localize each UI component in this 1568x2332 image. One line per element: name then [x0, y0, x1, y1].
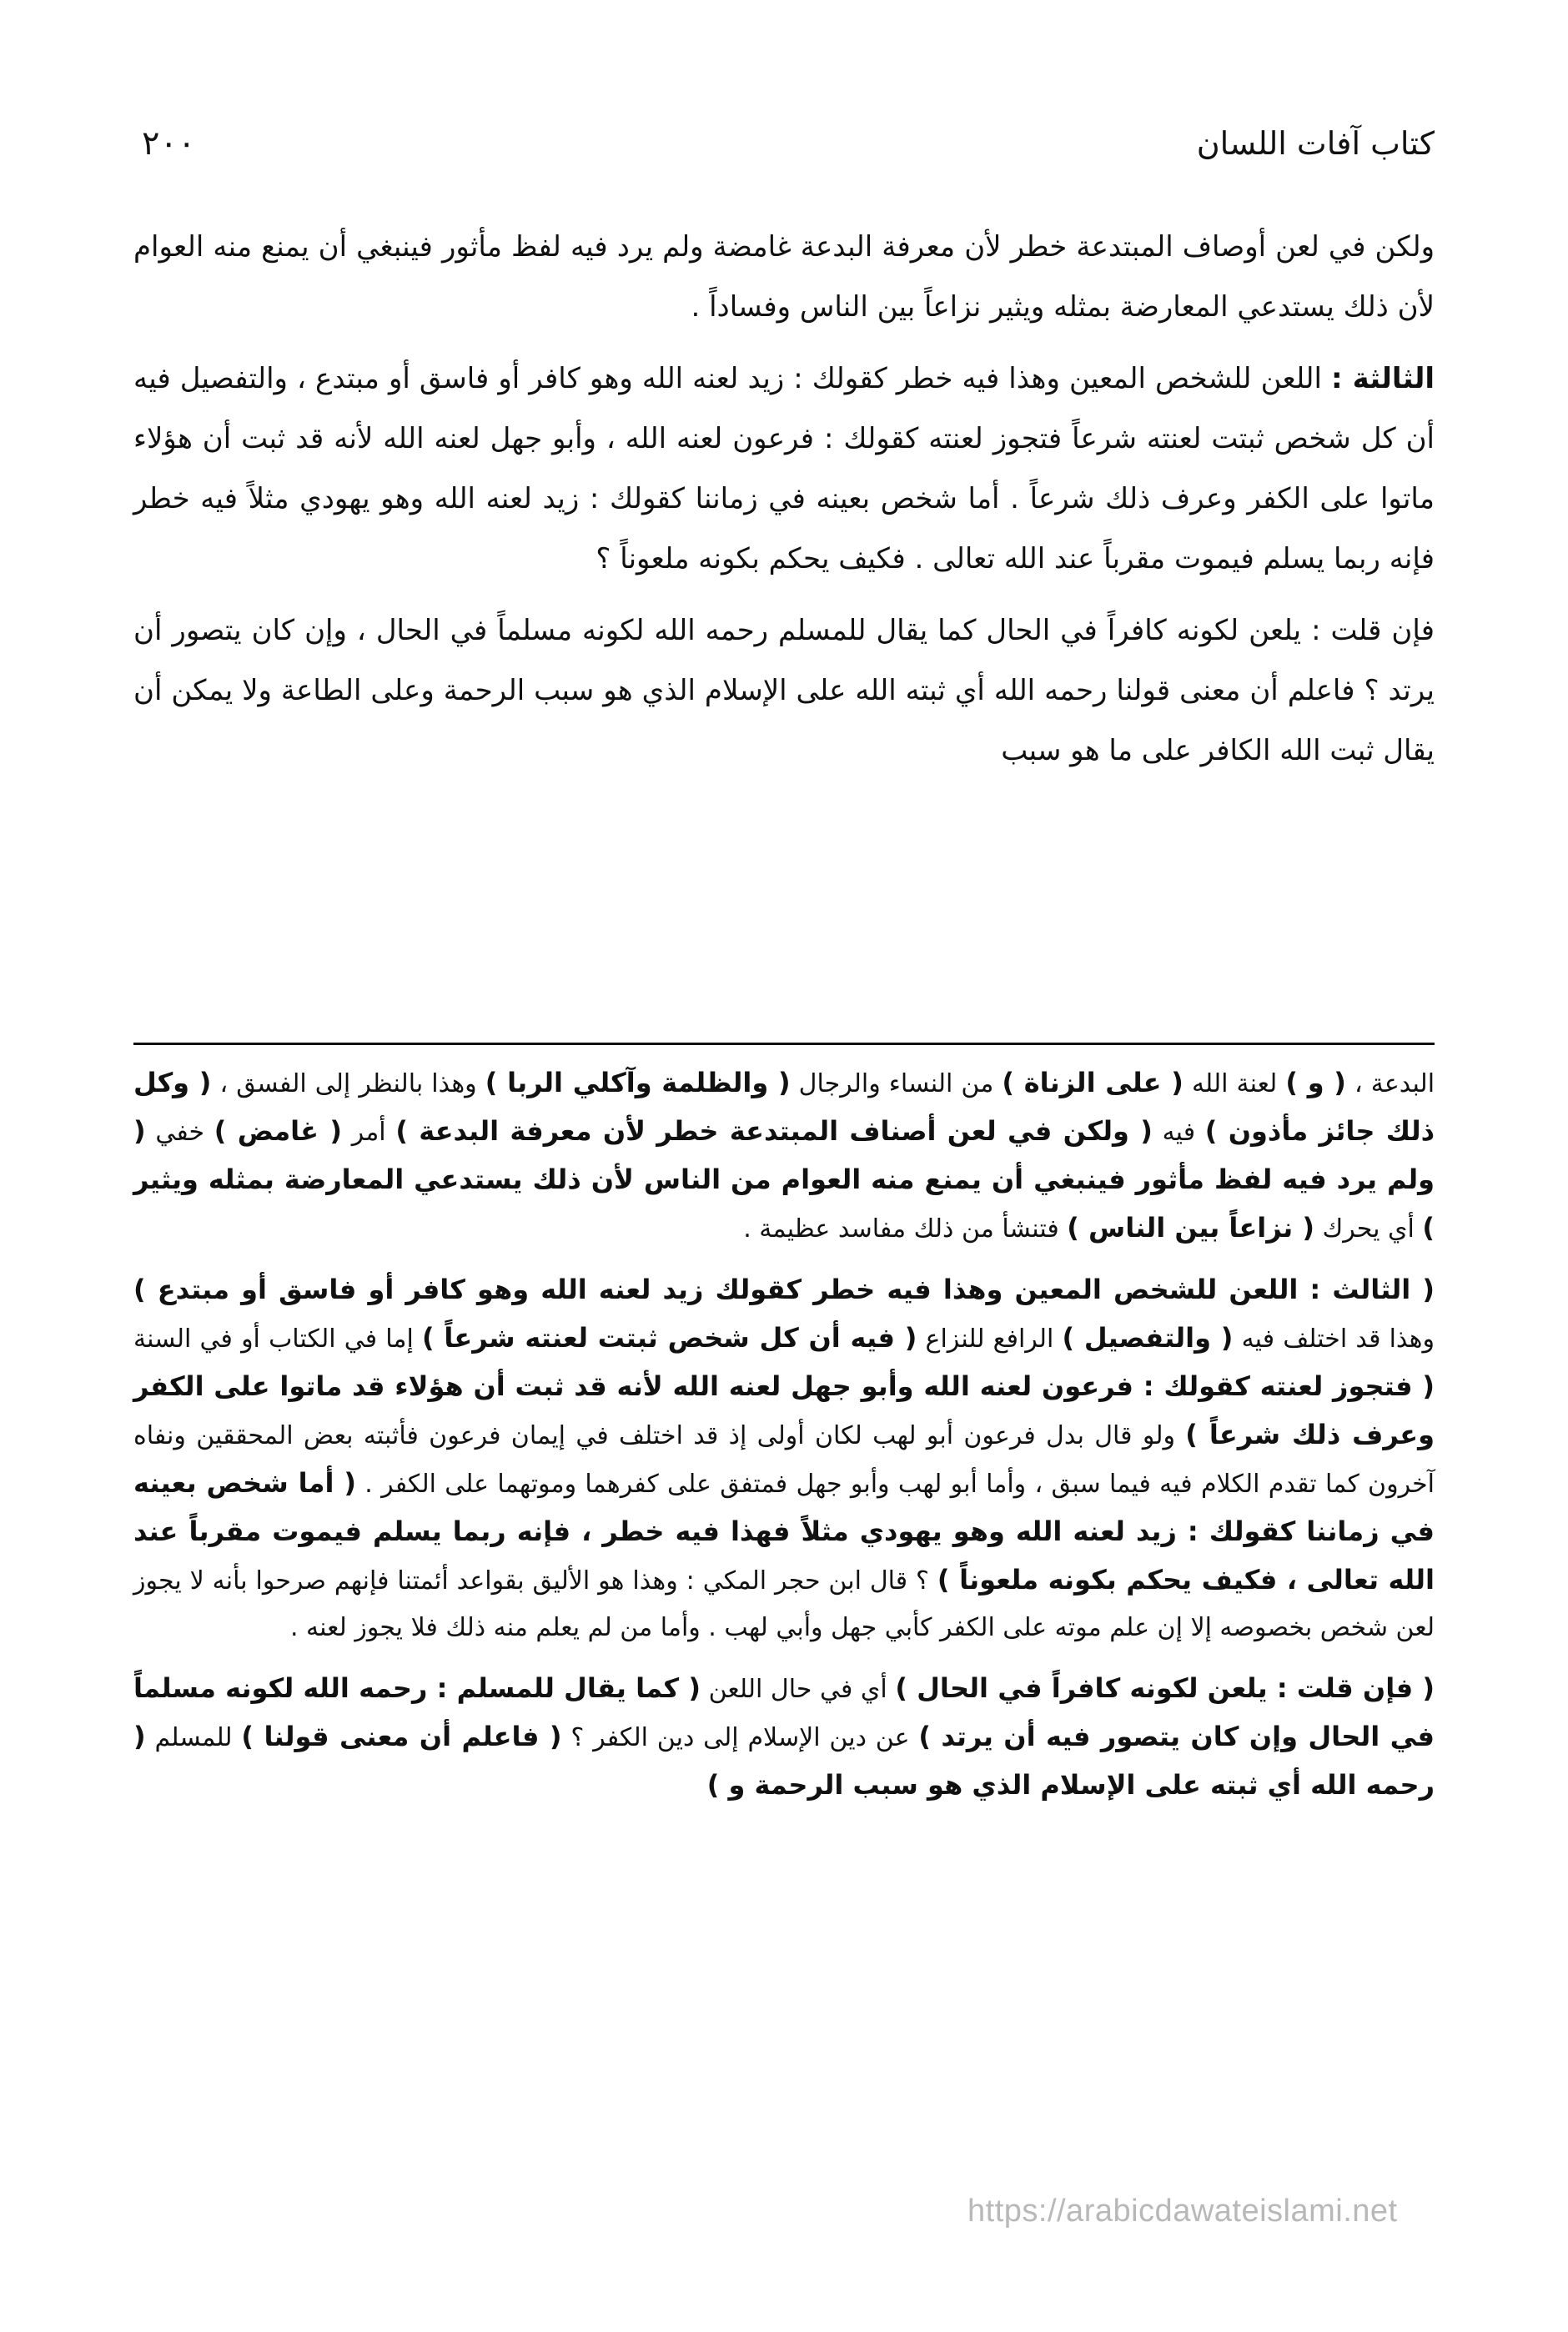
quoted-matn: ( والتفصيل ) [1062, 1322, 1234, 1354]
quoted-matn: ( كما يقال للمسلم : رحمه الله لكونه مسلماً في الحال وإن كان يتصور فيه أن يرتد ) [133, 1672, 1435, 1752]
main-paragraph-1: ولكن في لعن أوصاف المبتدعة خطر لأن معرفة البدعة غامضة ولم يرد فيه لفظ مأثور فينبغي أن يمنع منه العوام لأن ذلك يستدعي المعارضة بمثله ويثير نزاعاً بين الناس وفساداً . [133, 230, 1435, 324]
commentary-text: من النساء والرجال [790, 1069, 1003, 1098]
quoted-matn: ( فاعلم أن معنى قولنا ) [241, 1721, 562, 1752]
commentary-text: عن دين الإسلام إلى دين الكفر ؟ [561, 1723, 919, 1752]
main-paragraph-2 [133, 349, 1435, 589]
running-title: كتاب آفات اللسان [1196, 125, 1435, 162]
main-paragraph-2-body: اللعن للشخص المعين وهذا فيه خطر كقولك : زيد لعنه الله وهو كافر أو فاسق أو مبتدع ، والتفصيل فيه أن كل شخص ثبتت لعنته شرعاً فتجوز لعنته كقولك : فرعون لعنه الله ، وأبو جهل لعنه الله لأنه قد ثبت أن هؤلاء ماتوا على الكفر وعرف ذلك شرعاً . أما شخص بعينه في زماننا كقولك : زيد لعنه الله وهو يهودي مثلاً فيه خطر فإنه ربما يسلم فيموت مقرباً عند الله تعالى . فكيف يحكم بكونه ملعوناً ؟ [133, 362, 1435, 575]
commentary-paragraph-3 [133, 1665, 1435, 1810]
commentary-text: للمسلم [145, 1723, 242, 1752]
quoted-matn: ( رحمه الله أي ثبته على الإسلام الذي هو سبب الرحمة و ) [133, 1721, 1435, 1801]
commentary-text: إما في الكتاب أو في السنة [133, 1324, 422, 1354]
commentary-text: فتنشأ من ذلك مفاسد عظيمة . [743, 1214, 1068, 1244]
quoted-matn: ( ولم يرد فيه لفظ مأثور فينبغي أن يمنع منه العوام من الناس لأن ذلك يستدعي المعارضة بمثله ويثير ) [133, 1115, 1435, 1244]
quoted-matn: ( فإن قلت : يلعن لكونه كافراً في الحال ) [895, 1672, 1435, 1704]
commentary [133, 1059, 1435, 1823]
section-lead: الثالثة : [1330, 362, 1435, 395]
running-head [133, 108, 1435, 175]
quoted-matn: ( وكل ذلك جائز مأذون ) [133, 1067, 1435, 1147]
commentary-text: أي في حال اللعن [701, 1675, 896, 1704]
quoted-matn: ( غامض ) [214, 1115, 342, 1147]
commentary-paragraph-1 [133, 1059, 1435, 1253]
quoted-matn: ( الثالث : اللعن للشخص المعين وهذا فيه خطر كقولك زيد لعنه الله وهو كافر أو فاسق أو مبتدع ) [133, 1274, 1435, 1305]
quoted-matn: ( فيه أن كل شخص ثبتت لعنته شرعاً ) [421, 1322, 917, 1354]
book-page [133, 108, 1435, 2227]
quoted-matn: ( والظلمة وآكلي الربا ) [485, 1067, 791, 1098]
quoted-matn: ( نزاعاً بين الناس ) [1067, 1212, 1314, 1244]
commentary-text: وهذا بالنظر إلى الفسق ، [211, 1069, 485, 1098]
commentary-text: ؟ قال ابن حجر المكي : وهذا هو الأليق بقواعد أئمتنا فإنهم صرحوا بأنه لا يجوز لعن شخص بخصوصه إلا إن علم موته على الكفر كأبي جهل وأبي لهب . وأما من لم يعلم منه ذلك فلا يجوز لعنه . [133, 1566, 1435, 1642]
commentary-text: أي يحرك [1314, 1214, 1423, 1244]
commentary-text: وهذا قد اختلف فيه [1233, 1324, 1435, 1354]
commentary-text: فيه [1152, 1118, 1205, 1147]
quoted-matn: ( فتجوز لعنته كقولك : فرعون لعنه الله وأبو جهل لعنه الله لأنه قد ثبت أن هؤلاء قد ماتوا على الكفر وعرف ذلك شرعاً ) [133, 1370, 1435, 1450]
page-number: ٢٠٠ [142, 124, 196, 163]
commentary-text: أمر [341, 1118, 396, 1147]
quoted-matn: ( أما شخص بعينه في زماننا كقولك : زيد لعنه الله وهو يهودي مثلاً فهذا فيه خطر ، فإنه ربما يسلم فيموت مقرباً عند الله تعالى ، فكيف يحكم بكونه ملعوناً ) [133, 1467, 1435, 1596]
commentary-text: خفي [145, 1118, 214, 1147]
quoted-matn: ( ولكن في لعن أصناف المبتدعة خطر لأن معرفة البدعة ) [395, 1115, 1153, 1147]
main-text [133, 217, 1435, 792]
commentary-paragraph-2 [133, 1266, 1435, 1651]
watermark-url: https://arabicdawateislami.net [967, 2194, 1398, 2229]
commentary-text: لعنة الله [1183, 1069, 1286, 1098]
quoted-matn: ( و ) [1285, 1067, 1346, 1098]
commentary-text: ولو قال بدل فرعون أبو لهب لكان أولى إذ قد اختلف في إيمان فرعون فأثبته بعض المحققين ونفاه آخرون كما تقدم الكلام فيه فيما سبق ، وأما أبو لهب وأبو جهل فمتفق على كفرهما وموتهما على الكفر . [133, 1421, 1435, 1499]
commentary-text: الرافع للنزاع [917, 1324, 1063, 1354]
commentary-text: البدعة ، [1345, 1069, 1435, 1098]
footnote-divider [133, 1043, 1435, 1045]
main-paragraph-3: فإن قلت : يلعن لكونه كافراً في الحال كما يقال للمسلم رحمه الله لكونه مسلماً في الحال ، وإن كان يتصور أن يرتد ؟ فاعلم أن معنى قولنا رحمه الله أي ثبته الله على الإسلام الذي هو سبب الرحمة وعلى الطاعة ولا يمكن أن يقال ثبت الله الكافر على ما هو سبب [133, 614, 1435, 767]
quoted-matn: ( على الزناة ) [1002, 1067, 1184, 1098]
